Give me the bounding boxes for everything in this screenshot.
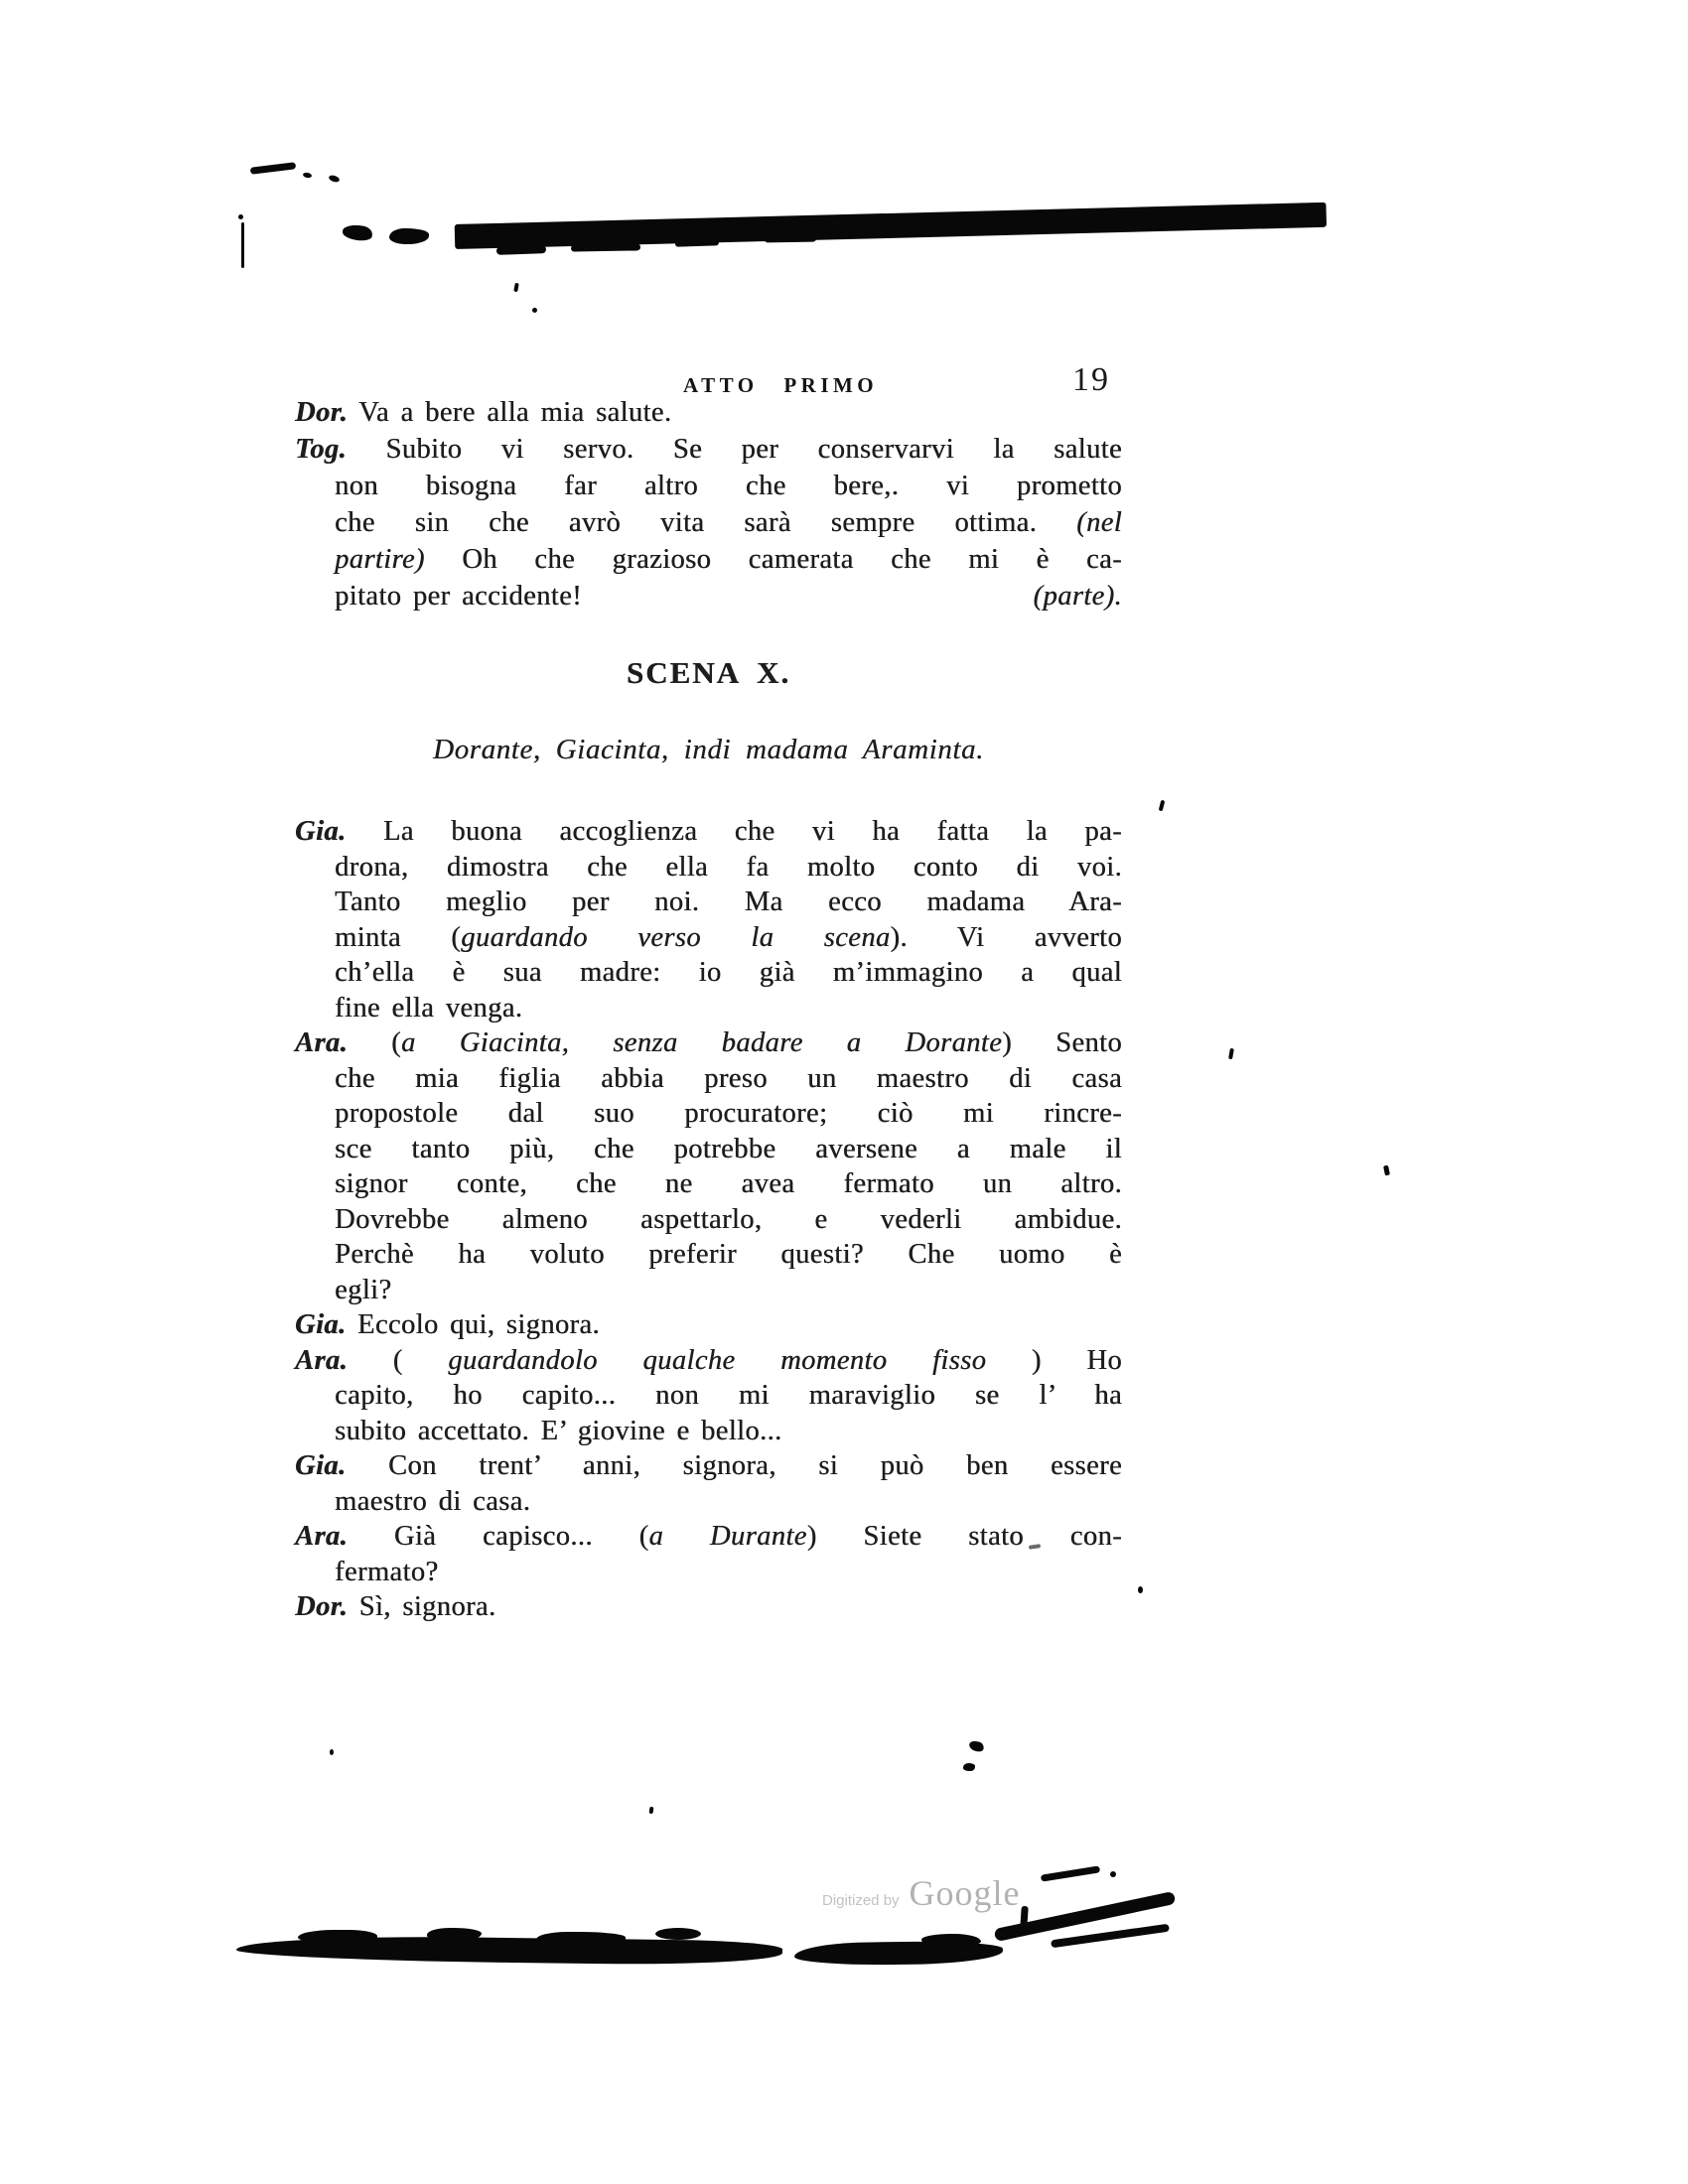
scan-artifact [1228,1048,1234,1060]
scan-artifact [1053,227,1094,232]
speaker-abbreviation: Gia. [295,1450,347,1481]
text-line [295,1307,1122,1343]
speaker-abbreviation: Gia. [295,816,347,847]
scan-artifact [1383,1165,1390,1176]
dialogue-text: Già capisco... ( [348,1521,649,1552]
text-line [295,1589,1122,1625]
page-number: 19 [1072,361,1110,398]
text-line [335,1061,1122,1097]
dialogue-text: Subito vi servo. Se per conservarvi la salute [347,434,1122,465]
dialogue-text: maestro di casa. [335,1485,531,1517]
dialogue-text: ch’ella è sua madre: io già m’immagino a qual [335,957,1122,988]
dialogue-text: Eccolo qui, signora. [346,1309,600,1340]
speaker-abbreviation: Gia. [295,1309,347,1340]
dialogue-text: ) Siete stato con- [806,1521,1122,1552]
scan-artifact [675,239,719,247]
scan-artifact [1159,800,1166,812]
text-line [335,850,1122,886]
text-line [295,1519,1122,1555]
speaker-abbreviation: Dor. [295,1591,349,1622]
scan-artifact [342,223,372,241]
scan-artifact [1138,1586,1143,1593]
stage-direction: a Durante [648,1521,807,1552]
text-line [335,1096,1122,1132]
scan-artifact [250,162,297,175]
scan-artifact [1051,1924,1170,1949]
scan-artifact [968,1739,985,1753]
dialogue-text: fermato? [335,1556,439,1587]
text-line [295,1343,1122,1379]
text-line [335,991,1122,1026]
dialogue-text: egli? [335,1274,392,1305]
dialogue-text: ) Sento [1002,1027,1122,1058]
text-line [335,1166,1122,1202]
text-line [295,814,1122,850]
scan-artifact [532,308,537,313]
text-line [295,1025,1122,1061]
watermark-prefix-label: Digitized by [822,1892,900,1909]
text-line [335,541,1122,578]
scan-artifact [298,1930,377,1944]
text-line [295,394,1122,431]
digitization-watermark [822,1872,1021,1914]
scan-artifact [571,243,640,251]
dialogue-text: Con trent’ anni, signora, si può ben essere [346,1450,1122,1481]
dialogue-text: propostole dal suo procuratore; ciò mi rincre- [335,1098,1122,1129]
dialogue-text: Va a bere alla mia salute. [348,397,672,428]
dialogue-block-top [295,394,1122,614]
stage-direction: partire) [335,544,425,575]
text-line [335,1273,1122,1308]
scan-artifact [921,1934,981,1947]
dialogue-text: Tanto meglio per noi. Ma ecco madama Ara- [335,887,1122,917]
stage-direction: a Giacinta, senza badare a Dorante [401,1027,1003,1058]
text-line [335,1237,1122,1273]
text-line [335,1484,1122,1520]
stage-direction: (parte). [1033,581,1122,612]
dialogue-text: fine ella venga. [335,992,523,1024]
dialogue-text: che mia figlia abbia preso un maestro di casa [335,1062,1122,1094]
speaker-abbreviation: Ara. [295,1027,349,1058]
scan-artifact [238,214,243,219]
scan-artifact [389,228,429,244]
text-line [335,1378,1122,1414]
stage-direction: (nel [1076,507,1122,538]
scene-heading: SCENA X. [626,655,791,690]
dialogue-text: Sì, signora. [348,1591,496,1622]
scene-character-list: Dorante, Giacinta, indi madama Araminta. [433,734,984,765]
dialogue-text: ). Vi avverto [890,921,1122,953]
text-line [335,504,1122,541]
text-line [335,885,1122,920]
dialogue-text: ) Ho [986,1344,1122,1376]
stage-direction: guardandolo qualche momento fisso [448,1344,987,1376]
text-line [335,578,1122,614]
dialogue-text: Oh che grazioso camerata che mi è ca- [424,544,1122,575]
scan-artifact [241,222,244,268]
text-line [295,1448,1122,1484]
line-left-text [335,578,582,614]
scan-artifact [1192,224,1227,229]
scan-artifact [427,1928,482,1941]
dialogue-text: Dovrebbe almeno aspettarlo, e vederli ambidue. [335,1203,1122,1235]
scan-artifact [963,1763,975,1771]
text-line [335,920,1122,956]
google-logo: Google [909,1873,1021,1913]
stage-direction: guardando verso la scena [461,921,891,953]
text-line [335,1132,1122,1167]
text-line [335,1555,1122,1590]
dialogue-text: subito accettato. E’ giovine e bello... [335,1415,782,1446]
dialogue-text: sce tanto più, che potrebbe aversene a male il [335,1133,1122,1164]
speaker-abbreviation: Dor. [295,397,349,428]
scan-artifact [655,1928,701,1940]
dialogue-text: drona, dimostra che ella fa molto conto di voi. [335,851,1122,883]
speaker-abbreviation: Ara. [295,1521,349,1552]
scan-artifact [1041,1865,1100,1881]
speaker-abbreviation: Ara. [295,1344,349,1376]
dialogue-text: che sin che avrò vita sarà sempre ottima. [335,507,1077,538]
scan-artifact [513,283,519,293]
dialogue-text: capito, ho capito... non mi maraviglio se l’ ha [335,1380,1122,1411]
text-line [335,1202,1122,1238]
text-line [335,1414,1122,1449]
scan-artifact [1110,1871,1116,1877]
dialogue-text: ( [348,1027,402,1058]
scan-artifact [496,245,546,255]
line-right-text [1034,578,1122,614]
scan-artifact [328,174,340,183]
scan-artifact [894,231,933,236]
scan-artifact [303,172,313,179]
scan-artifact [649,1807,654,1814]
scan-artifact [765,236,816,243]
scan-artifact [536,1932,626,1948]
dialogue-block-scene [295,814,1122,1625]
dialogue-text: Perchè ha voluto preferir questi? Che uomo è [335,1239,1122,1270]
dialogue-text: signor conte, che ne avea fermato un altro. [335,1168,1122,1199]
scan-artifact [330,1749,334,1755]
running-header-act-title: ATTO PRIMO [683,373,879,397]
dialogue-text: La buona accoglienza che vi ha fatta la pa- [346,816,1122,847]
dialogue-text: minta ( [335,921,462,953]
text-line [335,955,1122,991]
text-line [295,431,1122,468]
dialogue-text: non bisogna far altro che bere,. vi prometto [335,471,1122,501]
text-line [335,468,1122,504]
dialogue-text: pitato per accidente! [335,581,583,612]
speaker-abbreviation: Tog. [295,434,348,465]
dialogue-text: ( [348,1344,449,1376]
